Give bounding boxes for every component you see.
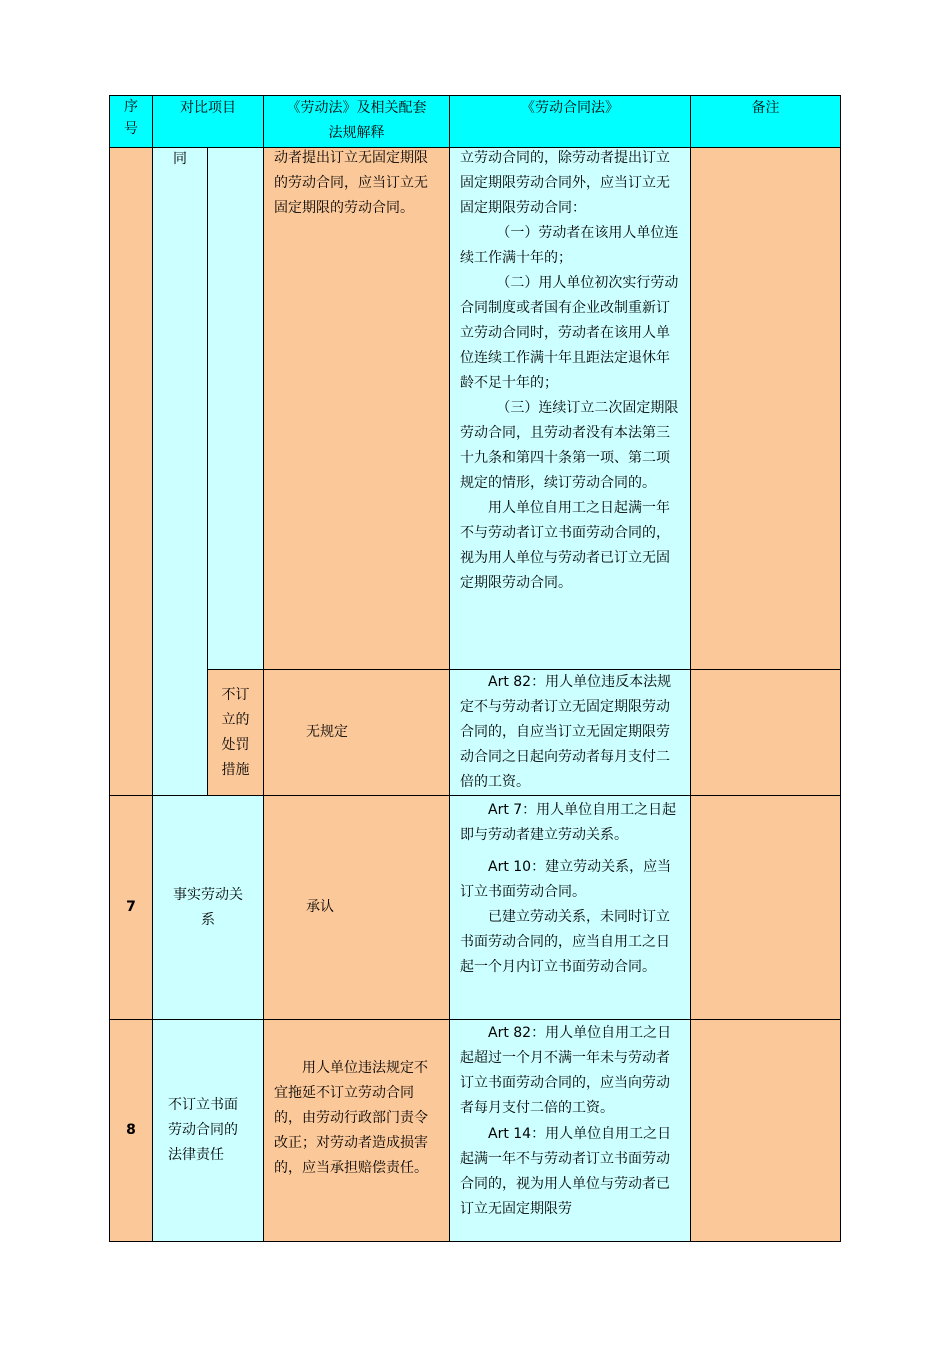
note-cell-7 xyxy=(691,796,841,1020)
contract-law-cell-7: Art 7：用人单位自用工之日起即与劳动者建立劳动关系。 Art 10：建立劳动关系，应当订立书面劳动合同。 已建立劳动关系，未同时订立书面劳动合同的，应当自用工之日起一个月内订立书面劳动合同。 xyxy=(450,796,691,1020)
labor-law-cell-8: 用人单位违法规定不宜拖延不订立劳动合同的，由劳动行政部门责令改正；对劳动者造成损害的，应当承担赔偿责任。 xyxy=(264,1020,450,1242)
contract-law-cell-penalty: Art 82：用人单位违反本法规定不与劳动者订立无固定期限劳动合同的，自应当订立无固定期限劳动合同之日起向劳动者每月支付二倍的工资。 xyxy=(450,670,691,796)
comparison-table xyxy=(109,95,841,1242)
contract-law-cell-8: Art 82：用人单位自用工之日起超过一个月不满一年未与劳动者订立书面劳动合同的，应当向劳动者每月支付二倍的工资。 Art 14：用人单位自用工之日起满一年不与劳动者订立书面劳动合同的，视为用人单位与劳动者已订立无固定期限劳 xyxy=(450,1020,691,1242)
contract-law-cell-continued: 立劳动合同的，除劳动者提出订立固定期限劳动合同外，应当订立无固定期限劳动合同： （一）劳动者在该用人单位连续工作满十年的； （二）用人单位初次实行劳动合同制度或者国有企业改制重新订立劳动合同时，劳动者在该用人单位连续工作满十年且距法定退休年龄不足十年的； （三）连续订立二次固定期限劳动合同，且劳动者没有本法第三十九条和第四十条第一项、第二项规定的情形，续订劳动合同的。 用人单位自用工之日起满一年不与劳动者订立书面劳动合同的，视为用人单位与劳动者已订立无固定期限劳动合同。 xyxy=(450,148,691,670)
header-col-no: 序号 xyxy=(110,96,153,148)
sub-item-cell-empty xyxy=(208,148,264,670)
item-cell-continued: 同 xyxy=(153,148,208,796)
note-cell-penalty xyxy=(691,670,841,796)
header-col-labor-law: 《劳动法》及相关配套法规解释 xyxy=(264,96,450,148)
sub-item-cell-penalty: 不订立的处罚措施 xyxy=(208,670,264,796)
note-cell-8 xyxy=(691,1020,841,1242)
table-row-7 xyxy=(110,796,841,1020)
header-col-item: 对比项目 xyxy=(153,96,264,148)
note-cell-continued xyxy=(691,148,841,670)
labor-law-cell-continued: 动者提出订立无固定期限的劳动合同，应当订立无固定期限的劳动合同。 xyxy=(264,148,450,670)
table-row-continued xyxy=(110,148,841,670)
labor-law-cell-7: 承认 xyxy=(264,796,450,1020)
row-no-8: 8 xyxy=(110,1020,153,1242)
row-no-cell-continued xyxy=(110,148,153,796)
header-col-contract-law: 《劳动合同法》 xyxy=(450,96,691,148)
labor-law-cell-penalty: 无规定 xyxy=(264,670,450,796)
table-row-8 xyxy=(110,1020,841,1242)
header-col-note: 备注 xyxy=(691,96,841,148)
item-cell-8: 不订立书面劳动合同的法律责任 xyxy=(153,1020,264,1242)
item-cell-7: 事实劳动关系 xyxy=(153,796,264,1020)
row-no-7: 7 xyxy=(110,796,153,1020)
table-row-penalty xyxy=(110,670,841,796)
table-header-row xyxy=(110,96,841,148)
